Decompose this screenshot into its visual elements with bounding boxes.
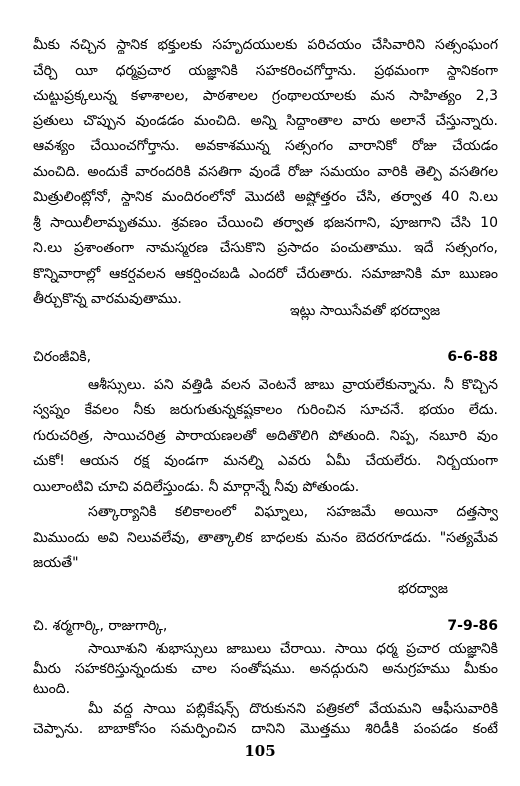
letter-greeting: చిరంజీవికి,: [33, 349, 92, 365]
text-line: మిత్రులింట్లోనో, స్థానిక మందిరంలోనో మొదటి అష్టోత్తరం చేసి, తర్వాత 40 ని.లు: [33, 189, 498, 205]
text-line: చుకో! ఆయన రక్ష వుండగా మనల్ని ఎవరు ఏమీ చేయలేరు. నిర్భయంగా: [33, 453, 498, 469]
text-line: మంచిది. అందుకే వారందరికి వసతిగా వుండే రోజు సమయం వారికి తెల్పి వసతిగల: [33, 164, 498, 180]
text-line: చుట్టుప్రక్కలున్న కళాశాలల, పాఠశాలల గ్రంథాలయాలకు మన సాహిత్యం 2,3: [33, 88, 498, 104]
page-number: 105: [244, 742, 276, 760]
text-line: స్వప్నం కేవలం నీకు జరుగుతున్నకష్టకాలం గురించిన సూచనే. భయం లేదు.: [33, 402, 498, 418]
text-line: తీర్చుకొన్న వారమవుతాము.: [33, 291, 182, 307]
text-line: చేర్చి యీ ధర్మప్రచార యజ్ఞానికి సహకరించగోర్తాను. ప్రథమంగా స్థానికంగా: [33, 63, 498, 79]
text-line: మీ వద్ద సాయి పబ్లికేషన్స్ దొరుకునని పత్రికలో వేయమని ఆఫీసువారికి: [88, 701, 498, 717]
letter-date: 6-6-88: [447, 349, 498, 365]
text-line: ని.లు ప్రశాంతంగా నామస్మరణ చేసుకొని ప్రసాదం పంచుతాము. ఇదే సత్సంగం,: [33, 240, 498, 256]
text-line: మిముందు అవి నిలువలేవు, తాత్కాలిక బాధలకు మనం బెదరగూడదు. "సత్యమేవ: [33, 530, 498, 546]
text-line: ఆశీస్సులు. పని వత్తిడి వలన వెంటనే జాబు వ్రాయలేకున్నాను. నీ కొచ్చిన: [88, 377, 498, 393]
text-line: శ్రీ సాయిలీలామృతము. శ్రవణం చేయించి తర్వాత భజనగాని, పూజగాని చేసి 10: [33, 215, 498, 231]
text-line: మీకు నచ్చిన స్థానిక భక్తులకు సహృదయులకు పరిచయం చేసివారిని సత్సంఘంగ: [33, 37, 498, 53]
text-line: ప్రతులు చొప్పున వుండడం మంచిది. అన్ని సిద్ధాంతాల వారు అలానే చేస్తున్నారు.: [33, 113, 498, 129]
text-line: చెప్పాను. బాబాకోసం సమర్పించిన దానిని మొత్తము శిరిడీకి పంపడం కంటే: [33, 721, 498, 737]
signature-line: ఇట్లు సాయిసేవతో భరద్వాజ: [290, 303, 441, 319]
text-line: జయతే": [33, 555, 79, 571]
text-line: కొన్నివారాల్లో ఆకర్షవలన ఆకర్షించబడి ఎందరో చేరుతారు. సమాజానికి మా ఋణం: [33, 266, 498, 282]
letter-date: 7-9-86: [447, 618, 498, 634]
text-line: గురుచరిత్ర, సాయిచరిత్ర పారాయణలతో అదితొలిగి పోతుంది. నిప్ప, నబూరి వుం: [33, 428, 498, 444]
signature: భరద్వాజ: [398, 581, 449, 597]
text-line: యిలాంటివి చూచి వదిలేస్తుండు. నీ మార్గాన్నే నీవు పోతుండు.: [33, 479, 360, 495]
text-line: మీరు సహకరిస్తున్నందుకు చాల సంతోషము. అనద్గురుని అనుగ్రహము మీకుం: [33, 661, 498, 677]
text-line: టుంది.: [33, 681, 71, 697]
text-line: ఆవశ్యం చేయించగోర్తాను. అవకాశమున్న సత్సంగం వారానికో రోజు చేయడం: [33, 138, 498, 154]
text-line: సత్కార్యానికి కలికాలంలో విఘ్నాలు, సహజమే అయినా దత్తస్వా: [88, 504, 498, 520]
text-line: సాయీశుని శుభాస్సులు జాబులు చేరాయి. సాయి ధర్మ ప్రచార యజ్ఞానికి: [88, 641, 498, 657]
letter-greeting: చి. శర్మగార్కి, రాజుగార్కి,: [33, 618, 168, 634]
